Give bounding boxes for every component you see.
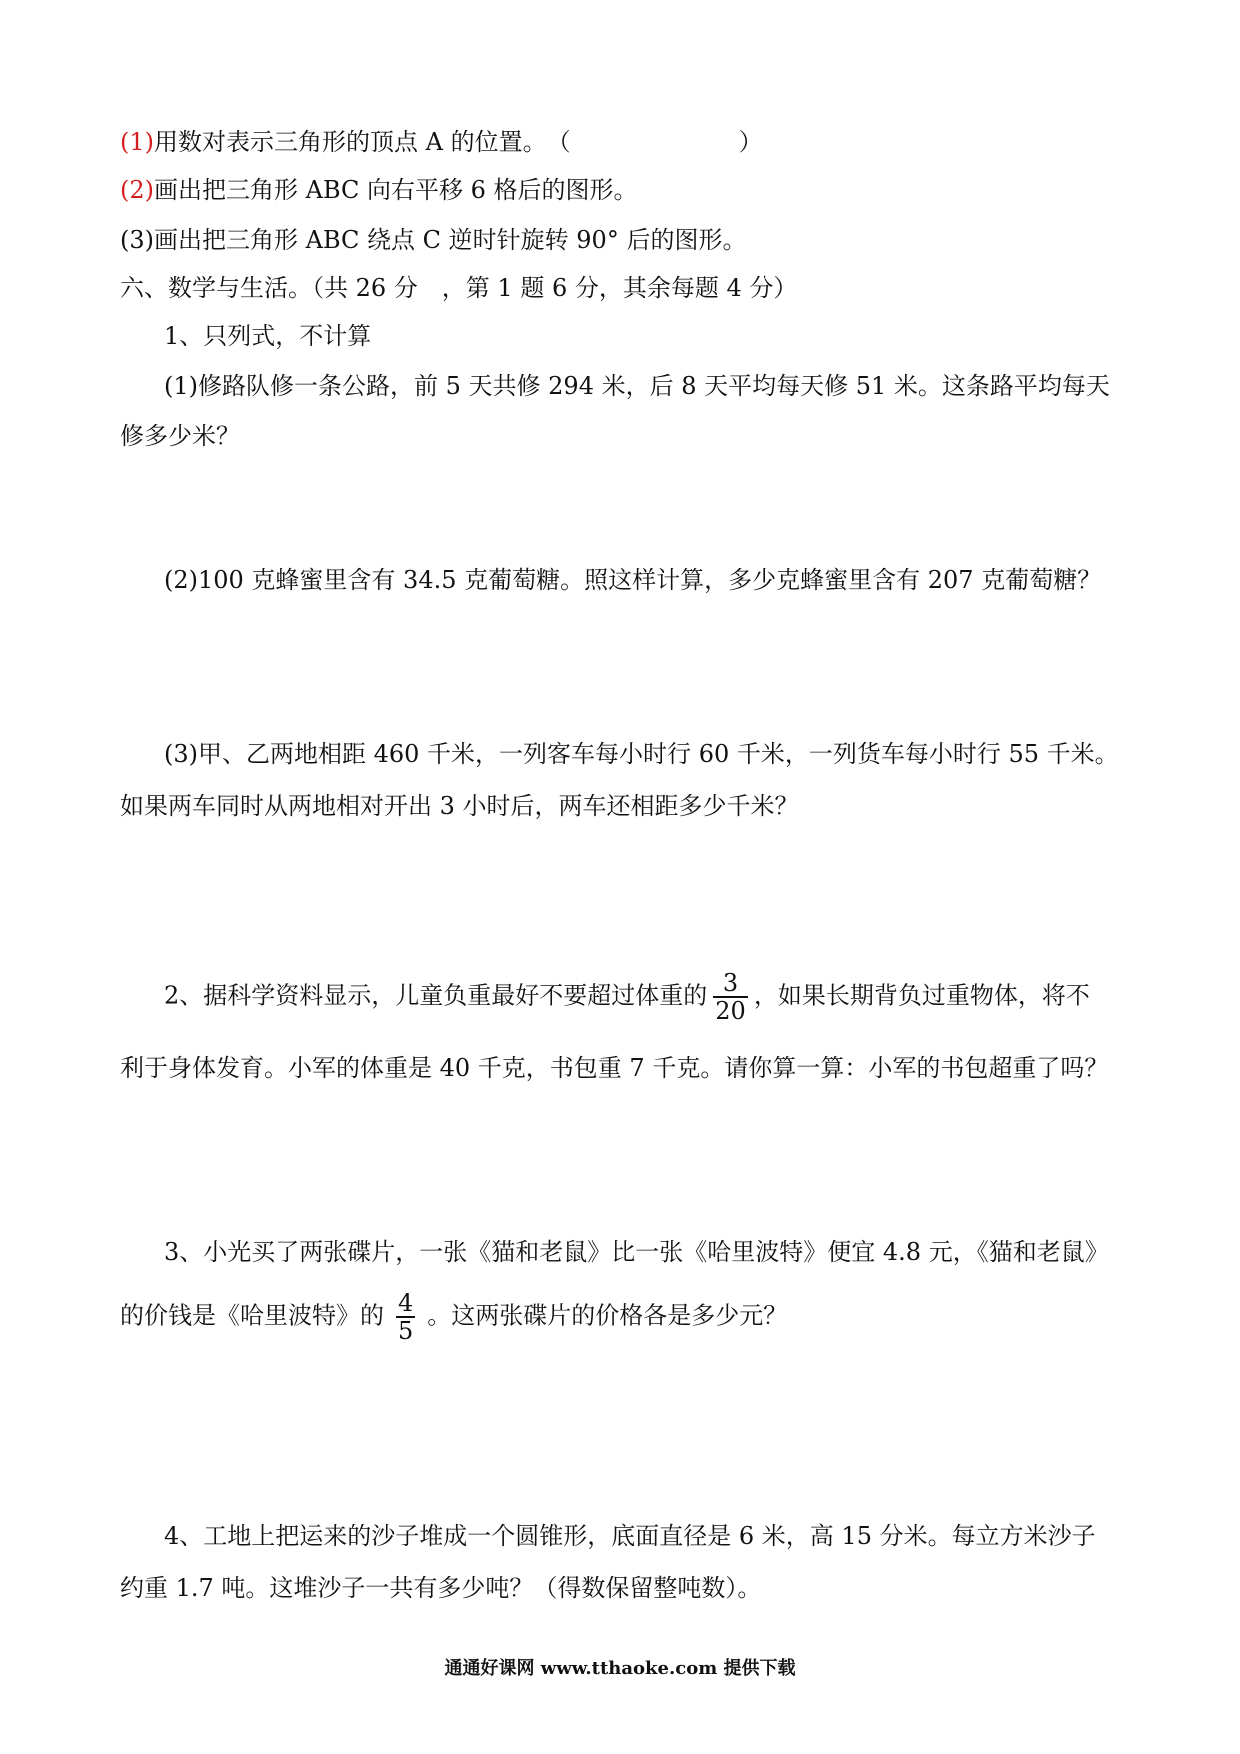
q2-text-after: ，如果长期背负过重物体，将不 — [753, 981, 1090, 1010]
q2-text-before: 2、据科学资料显示，儿童负重最好不要超过体重的 — [164, 981, 708, 1010]
q2-fraction — [713, 970, 748, 1024]
q4-line1: 4、工地上把运来的沙子堆成一个圆锥形，底面直径是 6 米，高 15 分米。每立方米沙子 — [164, 1522, 1096, 1550]
q3-line2 — [120, 1290, 787, 1344]
q1-2: (2)100 克蜂蜜里含有 34.5 克葡萄糖。照这样计算，多少克蜂蜜里含有 207 克葡萄糖？ — [164, 566, 1102, 594]
q3-fraction-numerator: 4 — [398, 1289, 414, 1317]
q1-title: 1、只列式，不计算 — [164, 322, 372, 350]
q3-text-after: 。这两张碟片的价格各是多少元？ — [427, 1301, 788, 1330]
q3-fraction — [396, 1290, 415, 1344]
q4-line2: 约重 1.7 吨。这堆沙子一共有多少吨？（得数保留整吨数）。 — [120, 1574, 762, 1602]
q1-3-line1: (3)甲、乙两地相距 460 千米，一列客车每小时行 60 千米，一列货车每小时行 55 千米。 — [164, 740, 1119, 768]
q2-line2: 利于身体发育。小军的体重是 40 千克，书包重 7 千克。请你算一算：小军的书包超重了吗？ — [120, 1054, 1109, 1082]
q3-line1: 3、小光买了两张碟片，一张《猫和老鼠》比一张《哈里波特》便宜 4.8 元，《猫和老鼠》 — [164, 1238, 1109, 1266]
part-2-number: (2) — [120, 176, 154, 204]
part-2-text: 画出把三角形 ABC 向右平移 6 格后的图形。 — [154, 176, 638, 204]
part-3-line: (3)画出把三角形 ABC 绕点 C 逆时针旋转 90° 后的图形。 — [120, 226, 747, 254]
footer-download-note: 通通好课网 www.tthaoke.com 提供下载 — [444, 1658, 796, 1679]
section-6-heading: 六、数学与生活。（共 26 分 ，第 1 题 6 分，其余每题 4 分） — [120, 274, 798, 302]
q1-3-line2: 如果两车同时从两地相对开出 3 小时后，两车还相距多少千米？ — [120, 792, 799, 820]
q2-fraction-denominator: 20 — [715, 997, 746, 1025]
part-2-line — [120, 174, 638, 206]
q1-1-line1: (1)修路队修一条公路，前 5 天共修 294 米，后 8 天平均每天修 51 米。这条路平均每天 — [164, 372, 1110, 400]
part-1-text: 用数对表示三角形的顶点 A 的位置。 （ ） — [154, 128, 763, 156]
q3-fraction-denominator: 5 — [398, 1317, 414, 1345]
q3-text-before: 的价钱是《哈里波特》的 — [120, 1301, 384, 1330]
q2-line1 — [164, 970, 1090, 1024]
part-1-line — [120, 126, 763, 158]
q2-fraction-numerator: 3 — [722, 969, 739, 997]
q1-1-line2: 修多少米？ — [120, 422, 240, 450]
part-1-number: (1) — [120, 128, 154, 156]
